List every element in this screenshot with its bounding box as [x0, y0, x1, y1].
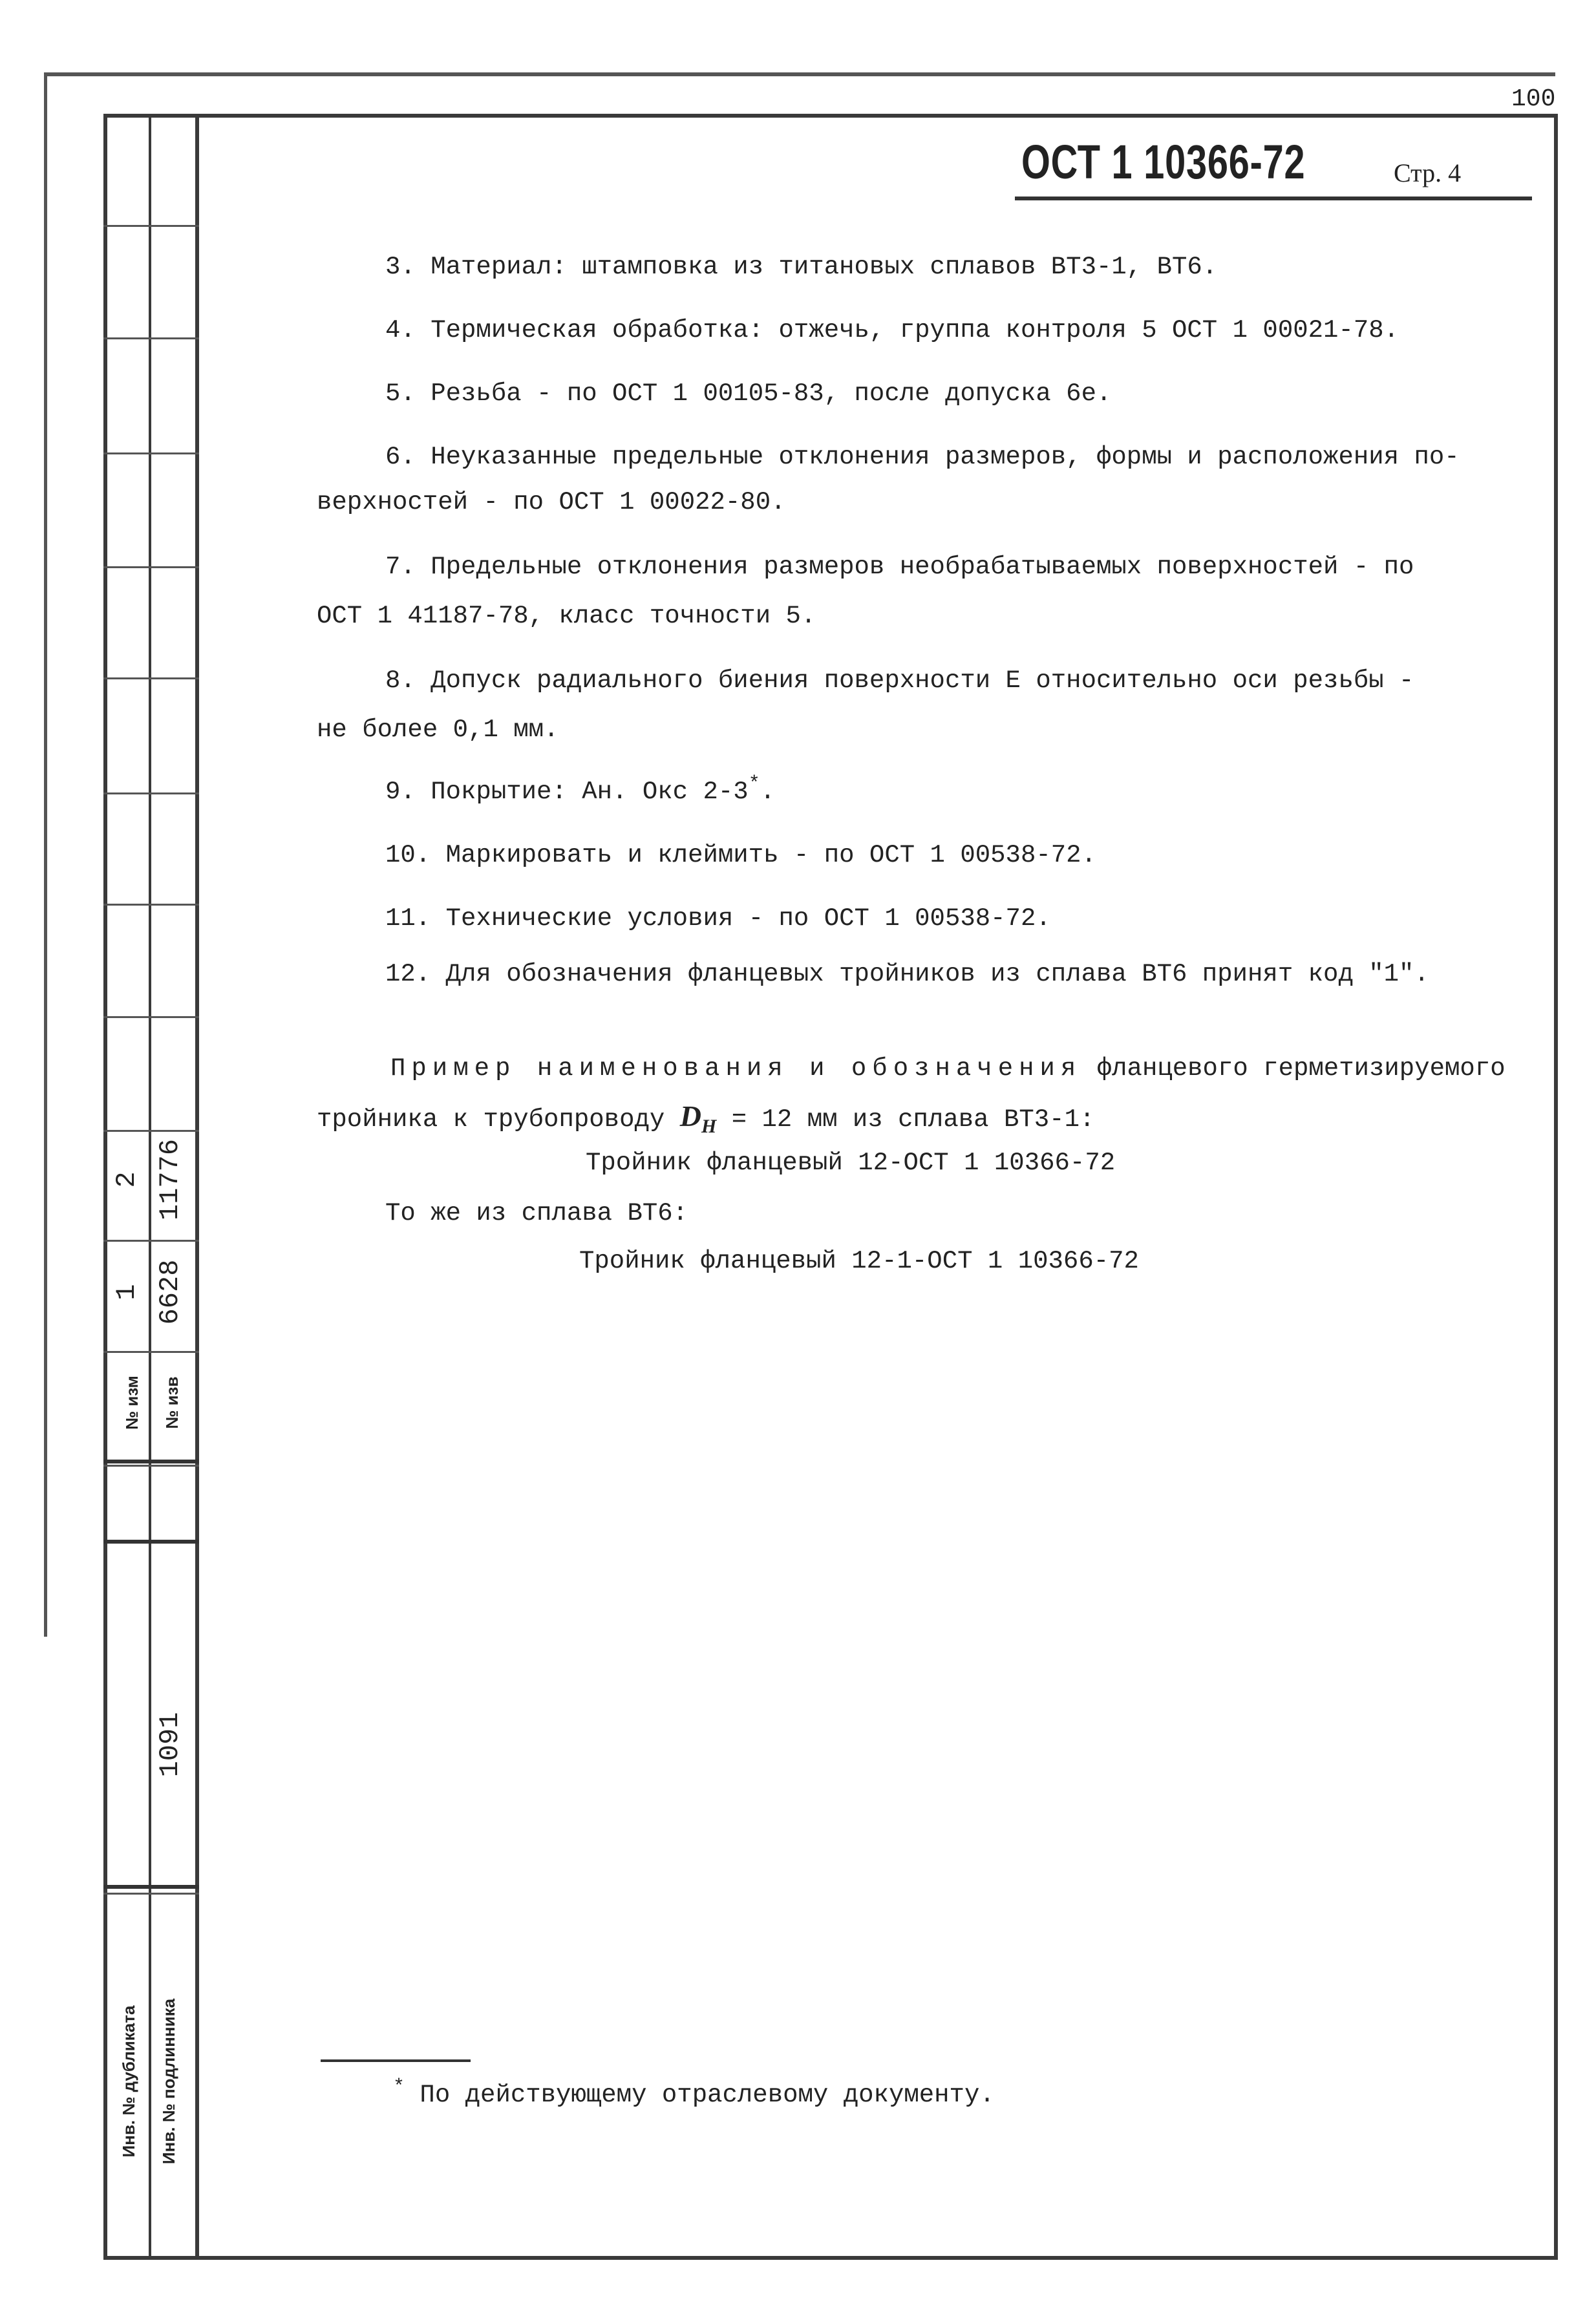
document-code: ОСТ 1 10366-72 [1021, 135, 1306, 189]
strip-rule [103, 904, 199, 906]
example-lead: Пример наименования и обозначения [390, 1054, 1082, 1083]
page-header [1015, 134, 1532, 197]
dublikat-label: Инв. № дубликата [119, 2005, 138, 2158]
item-9-tail: . [760, 778, 776, 806]
strip-rule [103, 1540, 199, 1544]
strip-rule [103, 1460, 199, 1463]
d-symbol: D [679, 1100, 701, 1132]
strip-rule [103, 677, 199, 679]
footnote-rule [321, 2059, 471, 2062]
strip-rule [103, 1893, 199, 1895]
footnote [393, 2076, 995, 2109]
izm-value-2: 2 [111, 1171, 142, 1188]
item-9-text: 9. Покрытие: Ан. Окс 2-3 [385, 778, 749, 806]
podlinnik-label: Инв. № подлинника [159, 1998, 178, 2165]
item-5: 5. Резьба - по ОСТ 1 00105-83, после допуска 6е. [385, 379, 1112, 408]
strip-rule [103, 225, 199, 227]
item-12: 12. Для обозначения фланцевых тройников из сплава ВТ6 принят код "1". [385, 960, 1429, 988]
strip-rule [103, 566, 199, 568]
strip-rule [103, 1885, 199, 1889]
d-subscript: Н [701, 1116, 717, 1138]
strip-rule [103, 1465, 199, 1467]
example-line2-pre: тройника к трубопроводу [317, 1105, 665, 1134]
strip-rule [103, 792, 199, 794]
item-8-line2: не более 0,1 мм. [317, 716, 559, 744]
nominal-diameter-symbol [679, 1100, 717, 1138]
item-9 [385, 773, 776, 806]
strip-divider [149, 114, 151, 2260]
izv-value-6628: 6628 [154, 1259, 186, 1325]
page-frame [103, 114, 1558, 2260]
item-8-line1: 8. Допуск радиального биения поверхности Е относительно оси резьбы - [385, 666, 1414, 695]
podlinnik-value: 1091 [154, 1712, 186, 1778]
strip-rule [103, 337, 199, 339]
strip-rule [103, 452, 199, 454]
izm-value-1: 1 [111, 1284, 142, 1301]
side-strip [103, 114, 199, 2260]
footnote-mark: * [393, 2076, 405, 2098]
item-6-line1: 6. Неуказанные предельные отклонения размеров, формы и расположения по- [385, 443, 1460, 471]
item-6-line2: верхностей - по ОСТ 1 00022-80. [317, 488, 786, 516]
izv-label: № изв [162, 1376, 182, 1429]
item-4: 4. Термическая обработка: отжечь, группа контроля 5 ОСТ 1 00021-78. [385, 316, 1399, 345]
designation-1: Тройник фланцевый 12-ОСТ 1 10366-72 [586, 1149, 1116, 1177]
item-7-line2: ОСТ 1 41187-78, класс точности 5. [317, 602, 816, 630]
item-3: 3. Материал: штамповка из титановых сплавов ВТ3-1, ВТ6. [385, 253, 1218, 281]
same-from-bt6: То же из сплава ВТ6: [385, 1199, 688, 1228]
item-10: 10. Маркировать и клеймить - по ОСТ 1 00538-72. [385, 841, 1096, 869]
header-rule [1015, 197, 1532, 200]
item-9-asterisk: * [748, 773, 760, 795]
outer-border-top [44, 72, 1555, 76]
izv-value-11776: 11776 [154, 1138, 186, 1221]
example-line2-post: = 12 мм из сплава ВТ3-1: [731, 1105, 1095, 1134]
example-line1 [390, 1056, 1506, 1081]
izm-label: № изм [122, 1376, 142, 1430]
strip-rule [103, 1240, 199, 1242]
outer-border-left [44, 72, 47, 1637]
footnote-text: По действующему отраслевому документу. [420, 2081, 995, 2109]
page-label: Стр. 4 [1394, 158, 1462, 187]
example-lead-rest: фланцевого герметизируемого [1096, 1054, 1506, 1083]
item-7-line1: 7. Предельные отклонения размеров необрабатываемых поверхностей - по [385, 553, 1414, 581]
designation-2: Тройник фланцевый 12-1-ОСТ 1 10366-72 [579, 1247, 1139, 1275]
page-number: 100 [1511, 85, 1556, 113]
item-11: 11. Технические условия - по ОСТ 1 00538-72. [385, 904, 1051, 933]
example-line2 [317, 1101, 1094, 1136]
strip-rule [103, 1016, 199, 1018]
strip-rule [103, 1351, 199, 1353]
